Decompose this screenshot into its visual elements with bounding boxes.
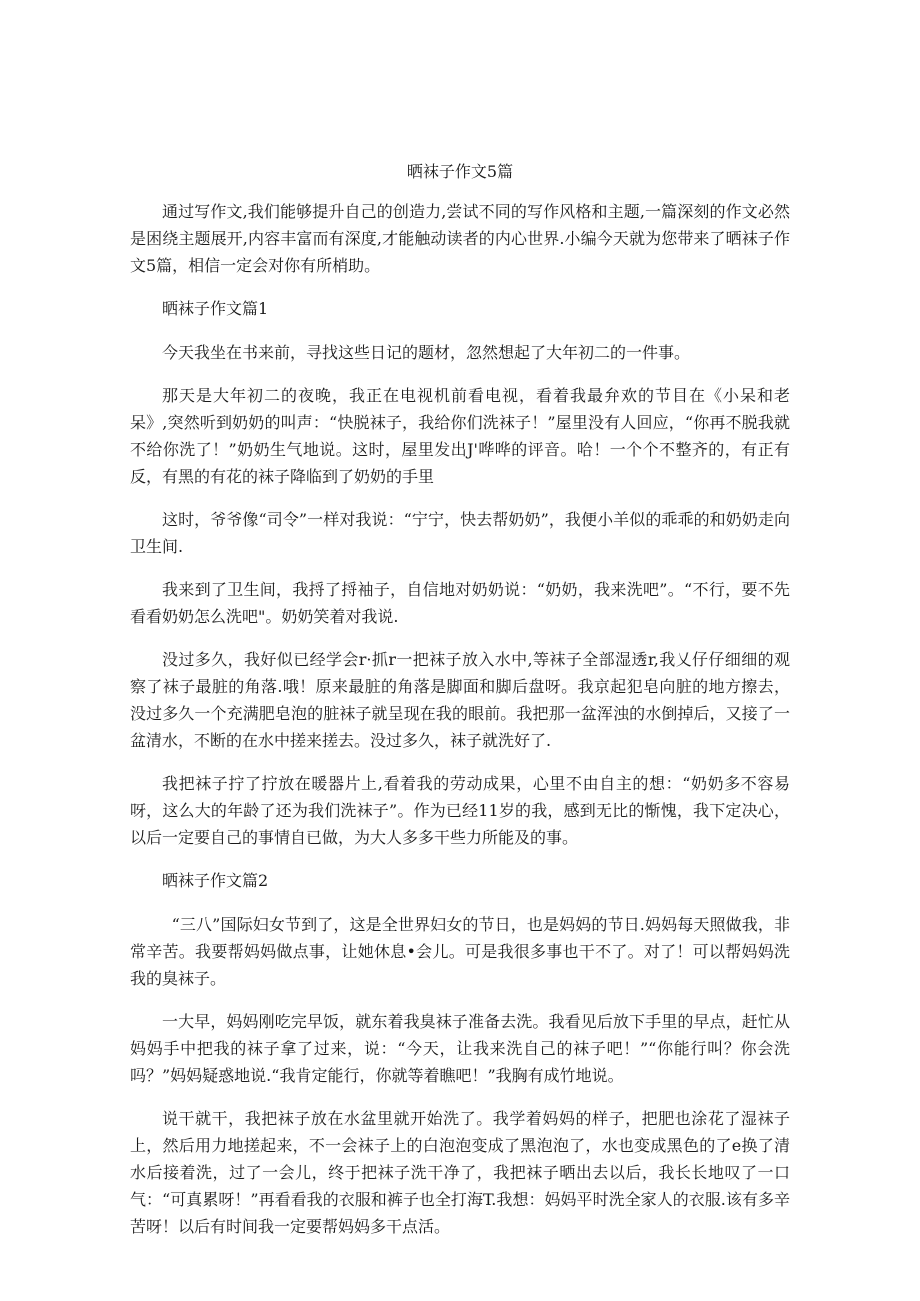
paragraph: 一大早，妈妈刚吃完早饭，就东着我臭袜子准备去洗。我看见后放下手里的早点，赶忙从妈妈手中把我的袜子拿了过来，说：“今天，让我来洗自己的袜子吧！”“你能行叫？你会洗吗？”妈妈疑惑地说.“我肯定能行，你就等着瞧吧！”我胸有成竹地说。 [130,1012,790,1085]
paragraph: 说干就干，我把袜子放在水盆里就开始洗了。我学着妈妈的样子，把肥也涂花了湿袜子上，然后用力地搓起来，不一会袜子上的白泡泡变成了黑泡泡了，水也变成黑色的了e换了清水后接着洗，过了一会儿，终于把袜子洗干净了，我把袜子晒出去以后，我长长地叹了一口气：“可真累呀！”再看看我的衣服和裤子也全打海T.我想：妈妈平时洗全家人的衣服.该有多辛苦呀！以后有时间我一定要帮妈妈多干点活。 [130,1109,790,1236]
paragraph: 那天是大年初二的夜晚，我正在电视机前看电视，看着我最弁欢的节目在《小呆和老呆》,突然听到奶奶的叫声：“快脱袜子，我给你们洗袜子！”屋里没有人回应，“你再不脱我就不给你洗了！”奶奶生气地说。这时，屋里发出J'哗哗的评音。哈！一个个不整齐的，有正有反，有黑的有花的袜子降临到了奶奶的手里 [130,386,790,486]
paragraph: 我来到了卫生间，我捋了捋袖子，自信地对奶奶说：“奶奶，我来洗吧”。“不行，要不先看看奶奶怎么洗吧"。奶奶笑着对我说. [130,580,790,626]
paragraph: 今天我坐在书来前，寻找这些日记的题材，忽然想起了大年初二的一件事。 [162,343,691,362]
paragraph: 这时，爷爷像“司令”一样对我说：“宁宁，快去帮奶奶”，我便小羊似的乖乖的和奶奶走向卫生间. [130,510,790,556]
document-title: 晒袜子作文5篇 [406,162,514,181]
paragraph: 我把袜子拧了拧放在暖器片上,看着我的劳动成果，心里不由自主的想：“奶奶多不容易呀，这么大的年龄了还为我们洗袜子”。作为已经11岁的我，感到无比的惭愧，我下定决心，以后一定要自己的事情自已做，为大人多多干些力所能及的事。 [130,774,790,847]
paragraph: 没过多久，我好似已经学会r·抓r一把袜子放入水中,等袜子全部湿透r,我乂仔仔细细的观察了袜子最脏的角落.哦！原来最脏的角落是脚面和脚后盘呀。我京起犯皂向脏的地方擦去，没过多久一个充满肥皂泡的脏袜子就呈现在我的眼前。我把那一盆浑浊的水倒掉后，又接了一盆清水，不断的在水中搓来搓去。没过多久，袜子就洗好了. [130,650,790,750]
section-heading-1: 晒袜子作文篇1 [162,299,269,318]
paragraph: “三八”国际妇女节到了，这是全世界妇女的节日，也是妈妈的节日.妈妈每天照做我，非常辛苦。我要帮妈妈做点事，让她休息•会儿。可是我很多事也干不了。对了！可以帮妈妈洗我的臭袜子。 [130,915,790,988]
section-heading-2: 晒袜子作文篇2 [162,871,269,890]
document-page [130,160,790,1256]
intro-paragraph: 通过写作文,我们能够提升自己的创造力,尝试不同的写作风格和主题,一篇深刻的作文必然是困绕主题展开,内容丰富而有深度,才能触动读者的内心世界.小编今天就为您带来了晒袜子作文5篇，相信一定会对你有所梢助。 [130,202,790,275]
